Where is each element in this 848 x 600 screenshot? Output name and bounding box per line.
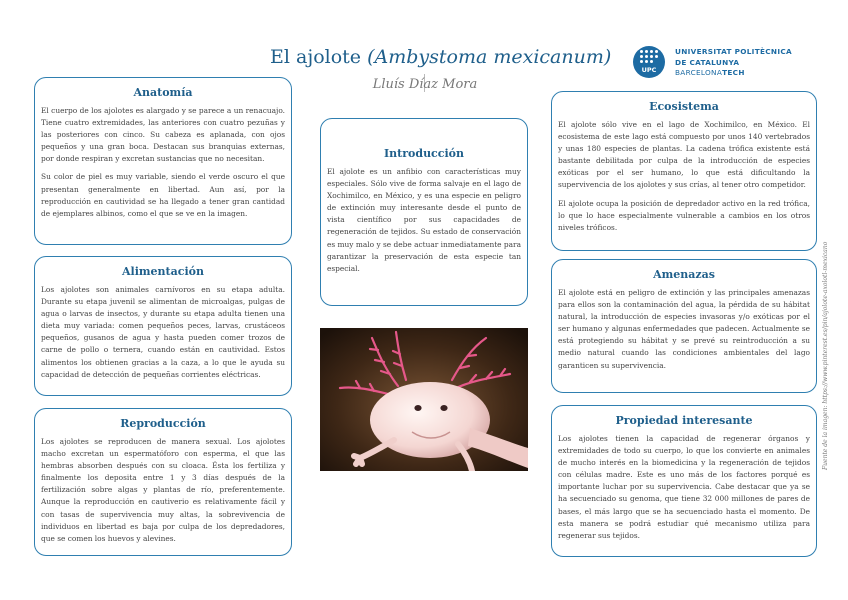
logo-line-2: DE CATALUNYA — [675, 57, 740, 67]
upc-logo-mark — [633, 46, 665, 78]
section-heading: Ecosistema — [649, 100, 719, 113]
section-heading: Anatomía — [133, 86, 193, 99]
section-paragraph: El cuerpo de los ajolotes es alargado y se parece a un renacuajo. Tiene cuatro extremidades, las anteriores con cuatro pezuñas y las posteriores con cinco. Su cabeza es aplanada, con ojos pequeños y una gran boca. Destacan sus branquias externas, por donde respiran y excretan sustancias que no necesitan. — [41, 106, 285, 164]
section-paragraph: Los ajolotes se reproducen de manera sexual. Los ajolotes macho excretan un espermatóforo con esperma, el que las hembras absorben después con su cloaca. Ésta los fertiliza y finalmente los deposita entre 1 y 3 días después de la fertilización sobre algas y plantas de río, preferentemente. Aunque la reproducción en cautiverio es relativamente fácil y con tasas de supervivencia muy altas, la sobrevivencia de individuos en libertad es baja por culpa de los depredadores, que se comen los huevos y alevines. — [41, 437, 285, 543]
section-paragraph: El ajolote sólo vive en el lago de Xochimilco, en México. El ecosistema de este lago está compuesto por unos 140 vertebrados y unas 180 especies de plantas. La cadena trófica existente está bastante debilitada por culpa de la introducción de especies exóticas por el ser humano, lo que está dificultando la supervivencia de los ajolotes y sus crías, al tener otro competidor. — [558, 120, 810, 190]
title-main: El ajolote — [270, 46, 362, 68]
section-paragraph: El ajolote está en peligro de extinción y las principales amenazas para ellos son la contaminación del agua, la pérdida de su hábitat natural, la introducción de especies invasoras y/o exóticas por el ser humano y algunas enfermedades que padecen. Actualmente se está protegiendo su hábitat y se prevé su reintroducción a su medio natural cuando las condiciones ambientales del lago garanticen su supervivencia. — [558, 288, 810, 370]
axolotl-illustration — [320, 328, 528, 471]
section-ecosistema — [551, 91, 817, 251]
author-name: Lluís Díaz Mora — [372, 77, 478, 92]
upc-logo-label: UPC — [641, 66, 657, 74]
section-paragraph: Su color de piel es muy variable, siendo el verde oscuro el que presentan generalmente en libertad. Aun así, por la reproducción en cautividad se ha llegado a tener gran cantidad de ejemplares albinos, como el que se ve en la imagen. — [41, 172, 285, 218]
section-heading: Propiedad interesante — [615, 414, 753, 427]
section-introduccion — [320, 118, 528, 306]
logo-line-3b: TECH — [722, 68, 745, 77]
section-alimentacion — [34, 256, 292, 396]
section-heading: Introducción — [384, 147, 464, 160]
logo-line-3a: BARCELONA — [675, 68, 723, 77]
section-heading: Reproducción — [120, 417, 206, 430]
section-reproduccion — [34, 408, 292, 556]
section-amenazas — [551, 259, 817, 393]
section-paragraph: El ajolote ocupa la posición de depredador activo en la red trófica, lo que lo hace especialmente vulnerable a cambios en los otros niveles tróficos. — [558, 198, 810, 232]
section-anatomia — [34, 77, 292, 245]
poster-title — [270, 46, 612, 68]
section-heading: Alimentación — [122, 265, 204, 278]
section-paragraph: Los ajolotes tienen la capacidad de regenerar órganos y extremidades de todo su cuerpo, lo que los convierte en animales de mucho interés en la biomedicina y la regeneración de tejidos con células madre. Este es uno más de los factores porqué es importante luchar por su supervivencia. Cabe destacar que ya se ha secuenciado su genoma, que tiene 32 000 millones de pares de bases, el más largo que se ha secuenciado hasta el momento. De esta manera se podrá estudiar qué mecanismo utiliza para regenerar sus tejidos. — [558, 434, 810, 540]
section-paragraph: Los ajolotes son animales carnívoros en su etapa adulta. Durante su etapa juvenil se alimentan de microalgas, pulgas de agua o larvas de insectos, y durante su etapa adulta tienen una dieta muy variada: comen pequeños peces, larvas, crustáceos pequeños, gusanos de agua y hasta pueden comer trozos de carne de pollo o ternera, cuando están en cautividad. Estos alimentos los obtienen gracias a la caza, a lo que le ayuda su capacidad de detección de pequeñas corrientes eléctricas. — [41, 285, 285, 379]
section-paragraph: El ajolote es un anfibio con características muy especiales. Sólo vive de forma salvaje en el lago de Xochimilco, en México, y es una especie en peligro de extinción muy interesante desde el punto de vista científico por sus capacidades de regeneración de tejidos. Su estado de conservación es muy malo y se debe actuar inmediatamente para garantizar la preservación de esta especie tan especial. — [327, 167, 521, 273]
logo-line-1: UNIVERSITAT POLITÈCNICA — [675, 47, 792, 56]
upc-logo-text — [675, 47, 792, 79]
upc-logo — [633, 46, 833, 82]
axolotl-photo — [320, 328, 528, 471]
image-source-note: Fuente de la imagen: https://www.pinterest.es/pin/ajolote-axolotl-mexicano — [822, 241, 829, 470]
section-heading: Amenazas — [653, 268, 715, 281]
title-latin: (Ambystoma mexicanum) — [367, 46, 612, 68]
section-propiedad — [551, 405, 817, 557]
